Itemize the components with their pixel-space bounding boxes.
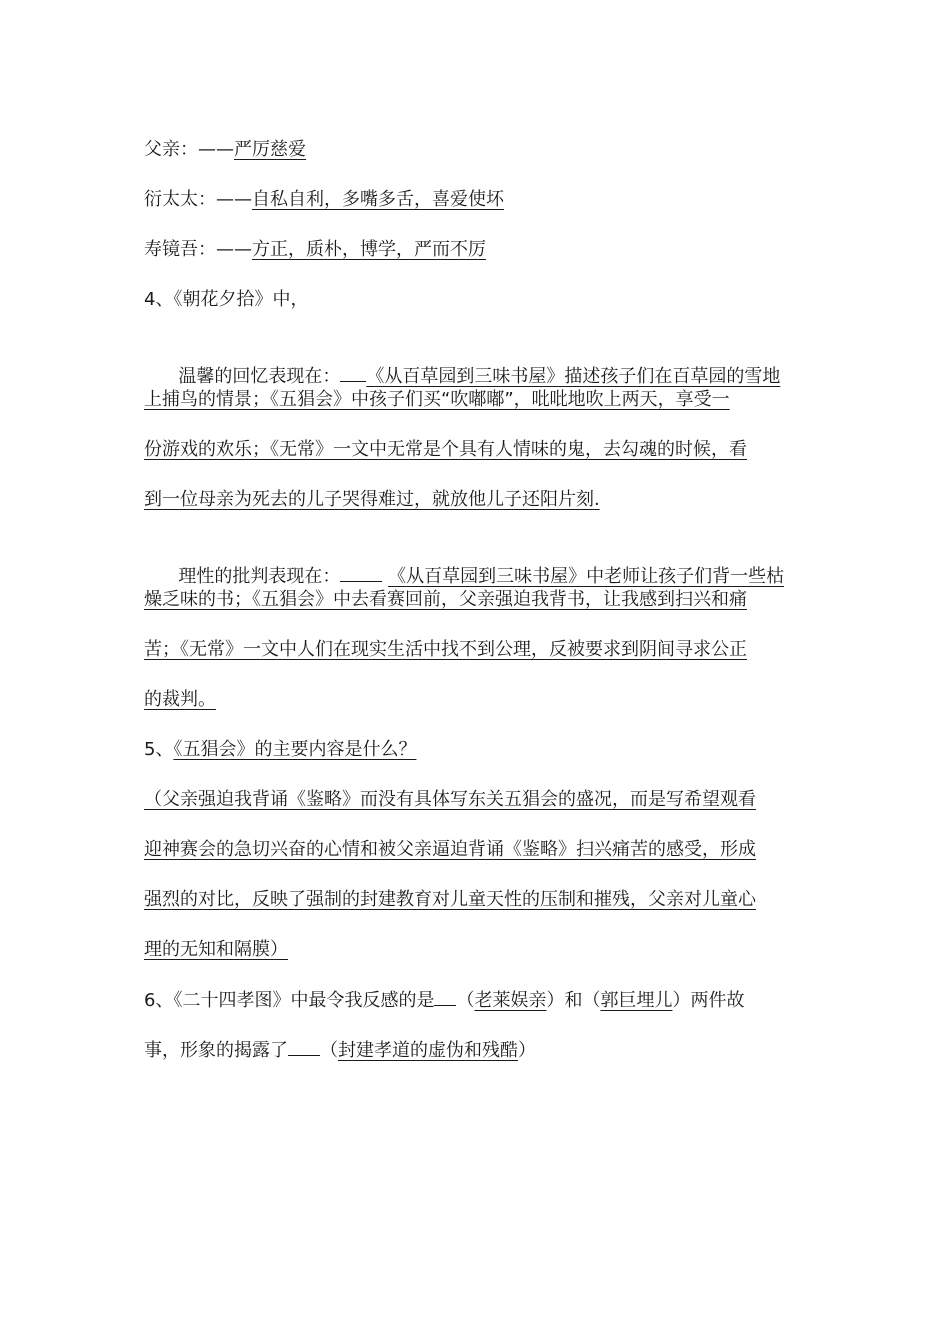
question-5-heading (144, 737, 804, 763)
question-6-tail: ）两件故 (672, 990, 745, 1011)
question-5-answer-line (144, 887, 804, 913)
question-6-continuation (144, 1037, 804, 1064)
question-5-answer-3: 强烈的对比，反映了强制的封建教育对儿童天性的压制和摧残，父亲对儿童心 (144, 889, 756, 910)
answer-blank (434, 987, 456, 1006)
warm-memories-answer-2: 上捕鸟的情景；《五猖会》中孩子们买“吹嘟嘟”，吡吡地吹上两天，享受一 (144, 389, 730, 410)
warm-memories-continuation (144, 487, 804, 513)
warm-memories-continuation (144, 387, 804, 413)
question-6-text-2: 事，形象的揭露了 (144, 1040, 288, 1061)
question-6-connector: ）和（ (546, 990, 601, 1011)
warm-memories-answer-4: 到一位母亲为死去的儿子哭得难过，就放他儿子还阳片刻. (144, 489, 600, 510)
question-5-text: 《五猖会》的主要内容是什么？ (173, 739, 417, 760)
question-5-answer-line (144, 937, 804, 963)
question-6-line (144, 987, 804, 1014)
rational-criticism-continuation (144, 587, 804, 613)
rational-criticism-continuation (144, 687, 804, 713)
question-6-answer-3: 封建孝道的虚伪和残酷 (338, 1040, 518, 1061)
rational-criticism-answer-3: 苦；《无常》一文中人们在现实生活中找不到公理，反被要求到阴间寻求公正 (144, 639, 747, 660)
rational-criticism-answer-1: 《从百草园到三味书屋》中老师让孩子们背一些枯 (388, 566, 785, 587)
father-label: 父亲：—— (144, 139, 234, 160)
question-5-number: 5、 (144, 739, 174, 760)
warm-memories-label: 温馨的回忆表现在： (166, 366, 341, 387)
question-4-text: 4、《朝花夕拾》中， (144, 289, 309, 310)
rational-criticism-answer-2: 燥乏味的书；《五猖会》中去看赛回前，父亲强迫我背书，让我感到扫兴和痛 (144, 589, 747, 610)
question-6-paren-open: （ (456, 990, 475, 1011)
rational-criticism-answer-4: 的裁判。 (144, 689, 216, 710)
question-5-answer-1: （父亲强迫我背诵《鉴略》而没有具体写东关五猖会的盛况，而是写希望观看 (144, 789, 756, 810)
question-6-paren-close: ） (518, 1040, 536, 1061)
shoujingwu-label: 寿镜吾：—— (144, 239, 252, 260)
character-father-line (144, 137, 804, 163)
father-answer: 严厉慈爱 (234, 139, 306, 160)
question-5-answer-line (144, 787, 804, 813)
question-5-answer-line (144, 837, 804, 863)
question-6-answer-2: 郭巨埋儿 (600, 990, 673, 1011)
question-4-heading (144, 287, 804, 313)
answer-blank (340, 563, 382, 582)
rational-criticism-continuation (144, 637, 804, 663)
character-yantaitai-line (144, 187, 804, 213)
yantaitai-label: 衍太太：—— (144, 189, 252, 210)
question-6-paren-open-2: （ (320, 1040, 338, 1061)
shoujingwu-answer: 方正，质朴，博学，严而不厉 (252, 239, 486, 260)
answer-blank (340, 363, 366, 382)
question-6-text: 6、《二十四孝图》中最令我反感的是 (144, 990, 435, 1011)
warm-memories-answer-1: 《从百草园到三味书屋》描述孩子们在百草园的雪地 (366, 366, 781, 387)
warm-memories-continuation (144, 437, 804, 463)
yantaitai-answer: 自私自利，多嘴多舌，喜爱使坏 (252, 189, 504, 210)
rational-criticism-label: 理性的批判表现在： (166, 566, 341, 587)
question-6-answer-1: 老莱娱亲 (474, 990, 547, 1011)
question-5-answer-2: 迎神赛会的急切兴奋的心情和被父亲逼迫背诵《鉴略》扫兴痛苦的感受，形成 (144, 839, 756, 860)
question-5-answer-4: 理的无知和隔膜） (144, 939, 288, 960)
warm-memories-answer-3: 份游戏的欢乐；《无常》一文中无常是个具有人情味的鬼，去勾魂的时候，看 (144, 439, 747, 460)
answer-blank (288, 1037, 320, 1056)
character-shoujingwu-line (144, 237, 804, 263)
